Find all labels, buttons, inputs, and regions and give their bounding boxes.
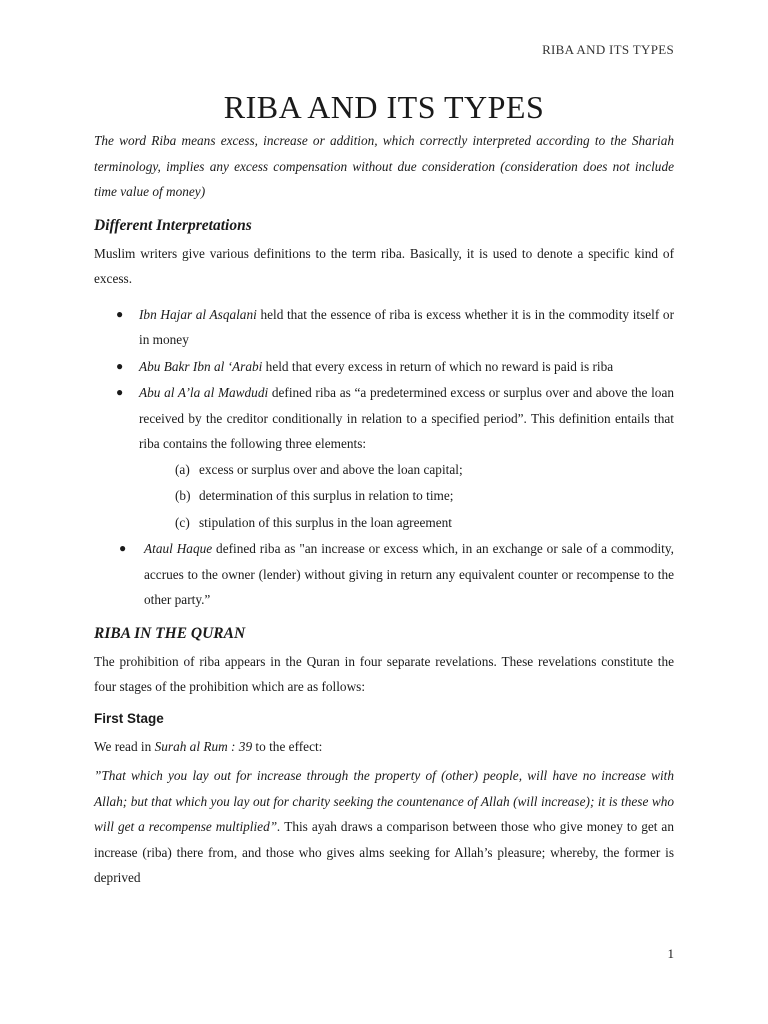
interpretations-paragraph: Muslim writers give various definitions to the term riba. Basically, it is used to denote a specific kind of excess. — [94, 245, 674, 286]
quran-paragraph: The prohibition of riba appears in the Quran in four separate revelations. These revelations constitute the four stages of the prohibition which are as follows: — [94, 653, 674, 694]
list-item — [94, 380, 674, 535]
page-number: 1 — [667, 946, 674, 961]
list-item — [94, 354, 674, 380]
elements-list — [139, 457, 674, 536]
element-text: excess or surplus over and above the loan capital; — [199, 461, 463, 477]
quran-heading: RIBA IN THE QURAN — [94, 624, 246, 642]
list-item — [175, 483, 674, 509]
lead-text: We read in — [94, 738, 155, 754]
scholar-name: Ataul Haque — [144, 541, 213, 556]
list-item — [94, 302, 674, 353]
list-item — [175, 510, 674, 536]
scholar-name: Abu Bakr Ibn al ‘Arabi — [139, 358, 263, 374]
quran-section — [94, 621, 674, 700]
bullet-icon: ● — [116, 358, 124, 373]
list-item — [175, 457, 674, 483]
definition-text: defined riba as “a predetermined excess or surplus over and above the loan received by the creditor conditionally in relation to a specified period”. This definition entails that riba contains the following three elements: — [139, 385, 675, 451]
intro-paragraph: The word Riba means excess, increase or addition, which correctly interpreted according to the Shariah terminology, implies any excess compensation without due consideration (consideration does not include time value of money) — [94, 133, 674, 199]
first-stage-lead — [94, 734, 674, 760]
definition-text: held that the essence of riba is excess whether it is in the commodity itself or in money — [139, 306, 674, 347]
bullet-icon: ● — [116, 385, 124, 399]
interpretations-heading: Different Interpretations — [94, 216, 252, 234]
element-text: determination of this surplus in relation to time; — [199, 488, 454, 503]
first-stage-heading: First Stage — [94, 710, 164, 726]
surah-reference: Surah al Rum : 39 — [154, 738, 253, 754]
list-marker: (c) — [175, 514, 190, 530]
bullet-icon: ● — [116, 306, 124, 321]
first-stage-section — [94, 706, 674, 891]
definition-text: defined riba as "an increase or excess which, in an exchange or sale of a commodity, accrues to the owner (lender) without giving in return any equivalent counter or recompense to the other party.” — [144, 541, 674, 607]
lead-text-end: to the effect: — [252, 738, 323, 754]
list-item — [94, 536, 674, 613]
first-stage-quote-paragraph — [94, 763, 674, 891]
definition-text: held that every excess in return of which no reward is paid is riba — [262, 358, 614, 374]
bullet-icon: ● — [119, 541, 127, 555]
element-text: stipulation of this surplus in the loan agreement — [199, 514, 452, 530]
document-body — [94, 86, 674, 891]
running-header: RIBA AND ITS TYPES — [542, 42, 674, 57]
definitions-list — [94, 302, 674, 613]
ayah-commentary: This ayah draws a comparison between those who give money to get an increase (riba) there from, and those who gives alms seeking for Allah’s pleasure; whereby, the former is deprived — [94, 819, 674, 885]
page-title: RIBA AND ITS TYPES — [223, 89, 545, 125]
scholar-name: Ibn Hajar al Asqalani — [139, 306, 257, 322]
list-marker: (b) — [175, 488, 191, 503]
list-marker: (a) — [175, 461, 190, 477]
ayah-quote: ”That which you lay out for increase through the property of (other) people, will have no increase with Allah; but that which you lay out for charity seeking the countenance of Allah (will increase); it is these who will get a recompense multiplied”. — [94, 768, 674, 834]
scholar-name: Abu al A’la al Mawdudi — [139, 385, 269, 400]
